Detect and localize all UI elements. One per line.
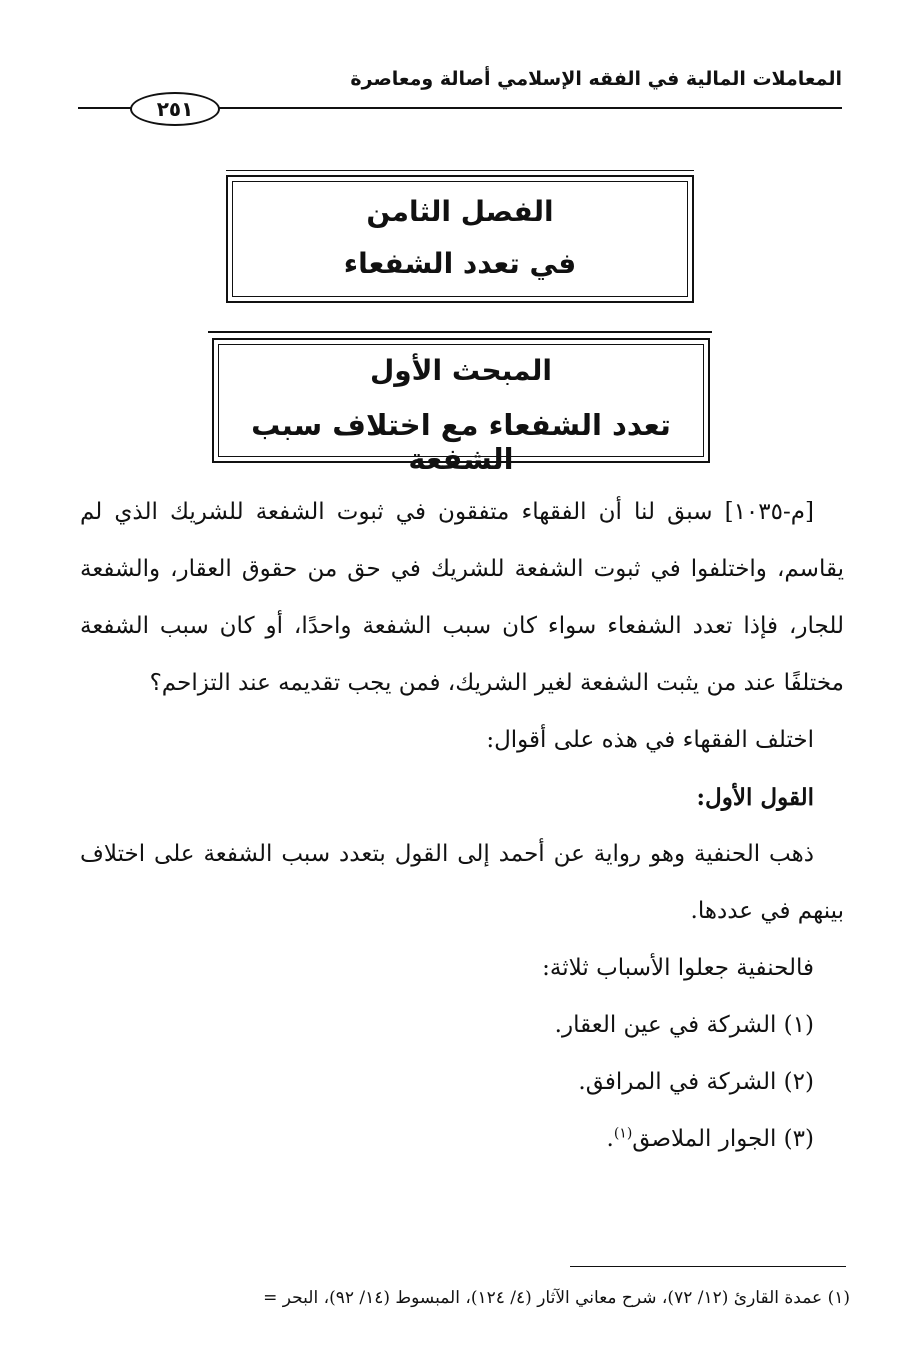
paragraph-hanafi: ذهب الحنفية وهو رواية عن أحمد إلى القول بتعدد سبب الشفعة على اختلاف بينهم في عددها. (80, 841, 844, 924)
page-number: ٢٥١ (156, 97, 194, 121)
section-top-rule (208, 331, 712, 333)
list-item-3-text: (٣) الجوار الملاصق (632, 1126, 814, 1152)
list-item-2: (٢) الشركة في المرافق. (578, 1069, 814, 1095)
heading-first-opinion: القول الأول: (696, 784, 814, 811)
chapter-top-rule (226, 170, 694, 171)
chapter-title-box (226, 175, 694, 303)
footnote: (١) عمدة القارئ (١٢/ ٧٢)، شرح معاني الآثار (٤/ ١٢٤)، المبسوط (١٤/ ٩٢)، البحر = (263, 1288, 850, 1308)
footnote-ref: (١) (613, 1125, 633, 1142)
footnote-rule (570, 1266, 846, 1267)
section-title: تعدد الشفعاء مع اختلاف سبب الشفعة (251, 408, 671, 476)
list-item-1: (١) الشركة في عين العقار. (554, 1012, 814, 1038)
list-item-3 (80, 1111, 844, 1168)
paragraph-intro: [م-١٠٣٥] سبق لنا أن الفقهاء متفقون في ثبوت الشفعة للشريك الذي لم يقاسم، واختلفوا في ثبوت الشفعة للشريك في حق من حقوق العقار، والشفعة للجار، فإذا تعدد الشفعاء سواء كان سبب الشفعة واحدًا، أو كان سبب الشفعة مختلفًا عند من يثبت الشفعة لغير الشريك، فمن يجب تقديمه عند التزاحم؟ (80, 499, 844, 696)
chapter-title: في تعدد الشفعاء (343, 247, 577, 280)
page-number-badge (130, 92, 220, 126)
paragraph-opinions: اختلف الفقهاء في هذه على أقوال: (486, 727, 814, 753)
section-number: المبحث الأول (369, 354, 553, 387)
running-title: المعاملات المالية في الفقه الإسلامي أصالة ومعاصرة (350, 68, 842, 90)
body-text (80, 484, 844, 1168)
section-title-box (212, 338, 710, 476)
list-item-3-end: . (606, 1126, 614, 1152)
chapter-number: الفصل الثامن (366, 195, 554, 228)
paragraph-causes: فالحنفية جعلوا الأسباب ثلاثة: (542, 955, 814, 981)
